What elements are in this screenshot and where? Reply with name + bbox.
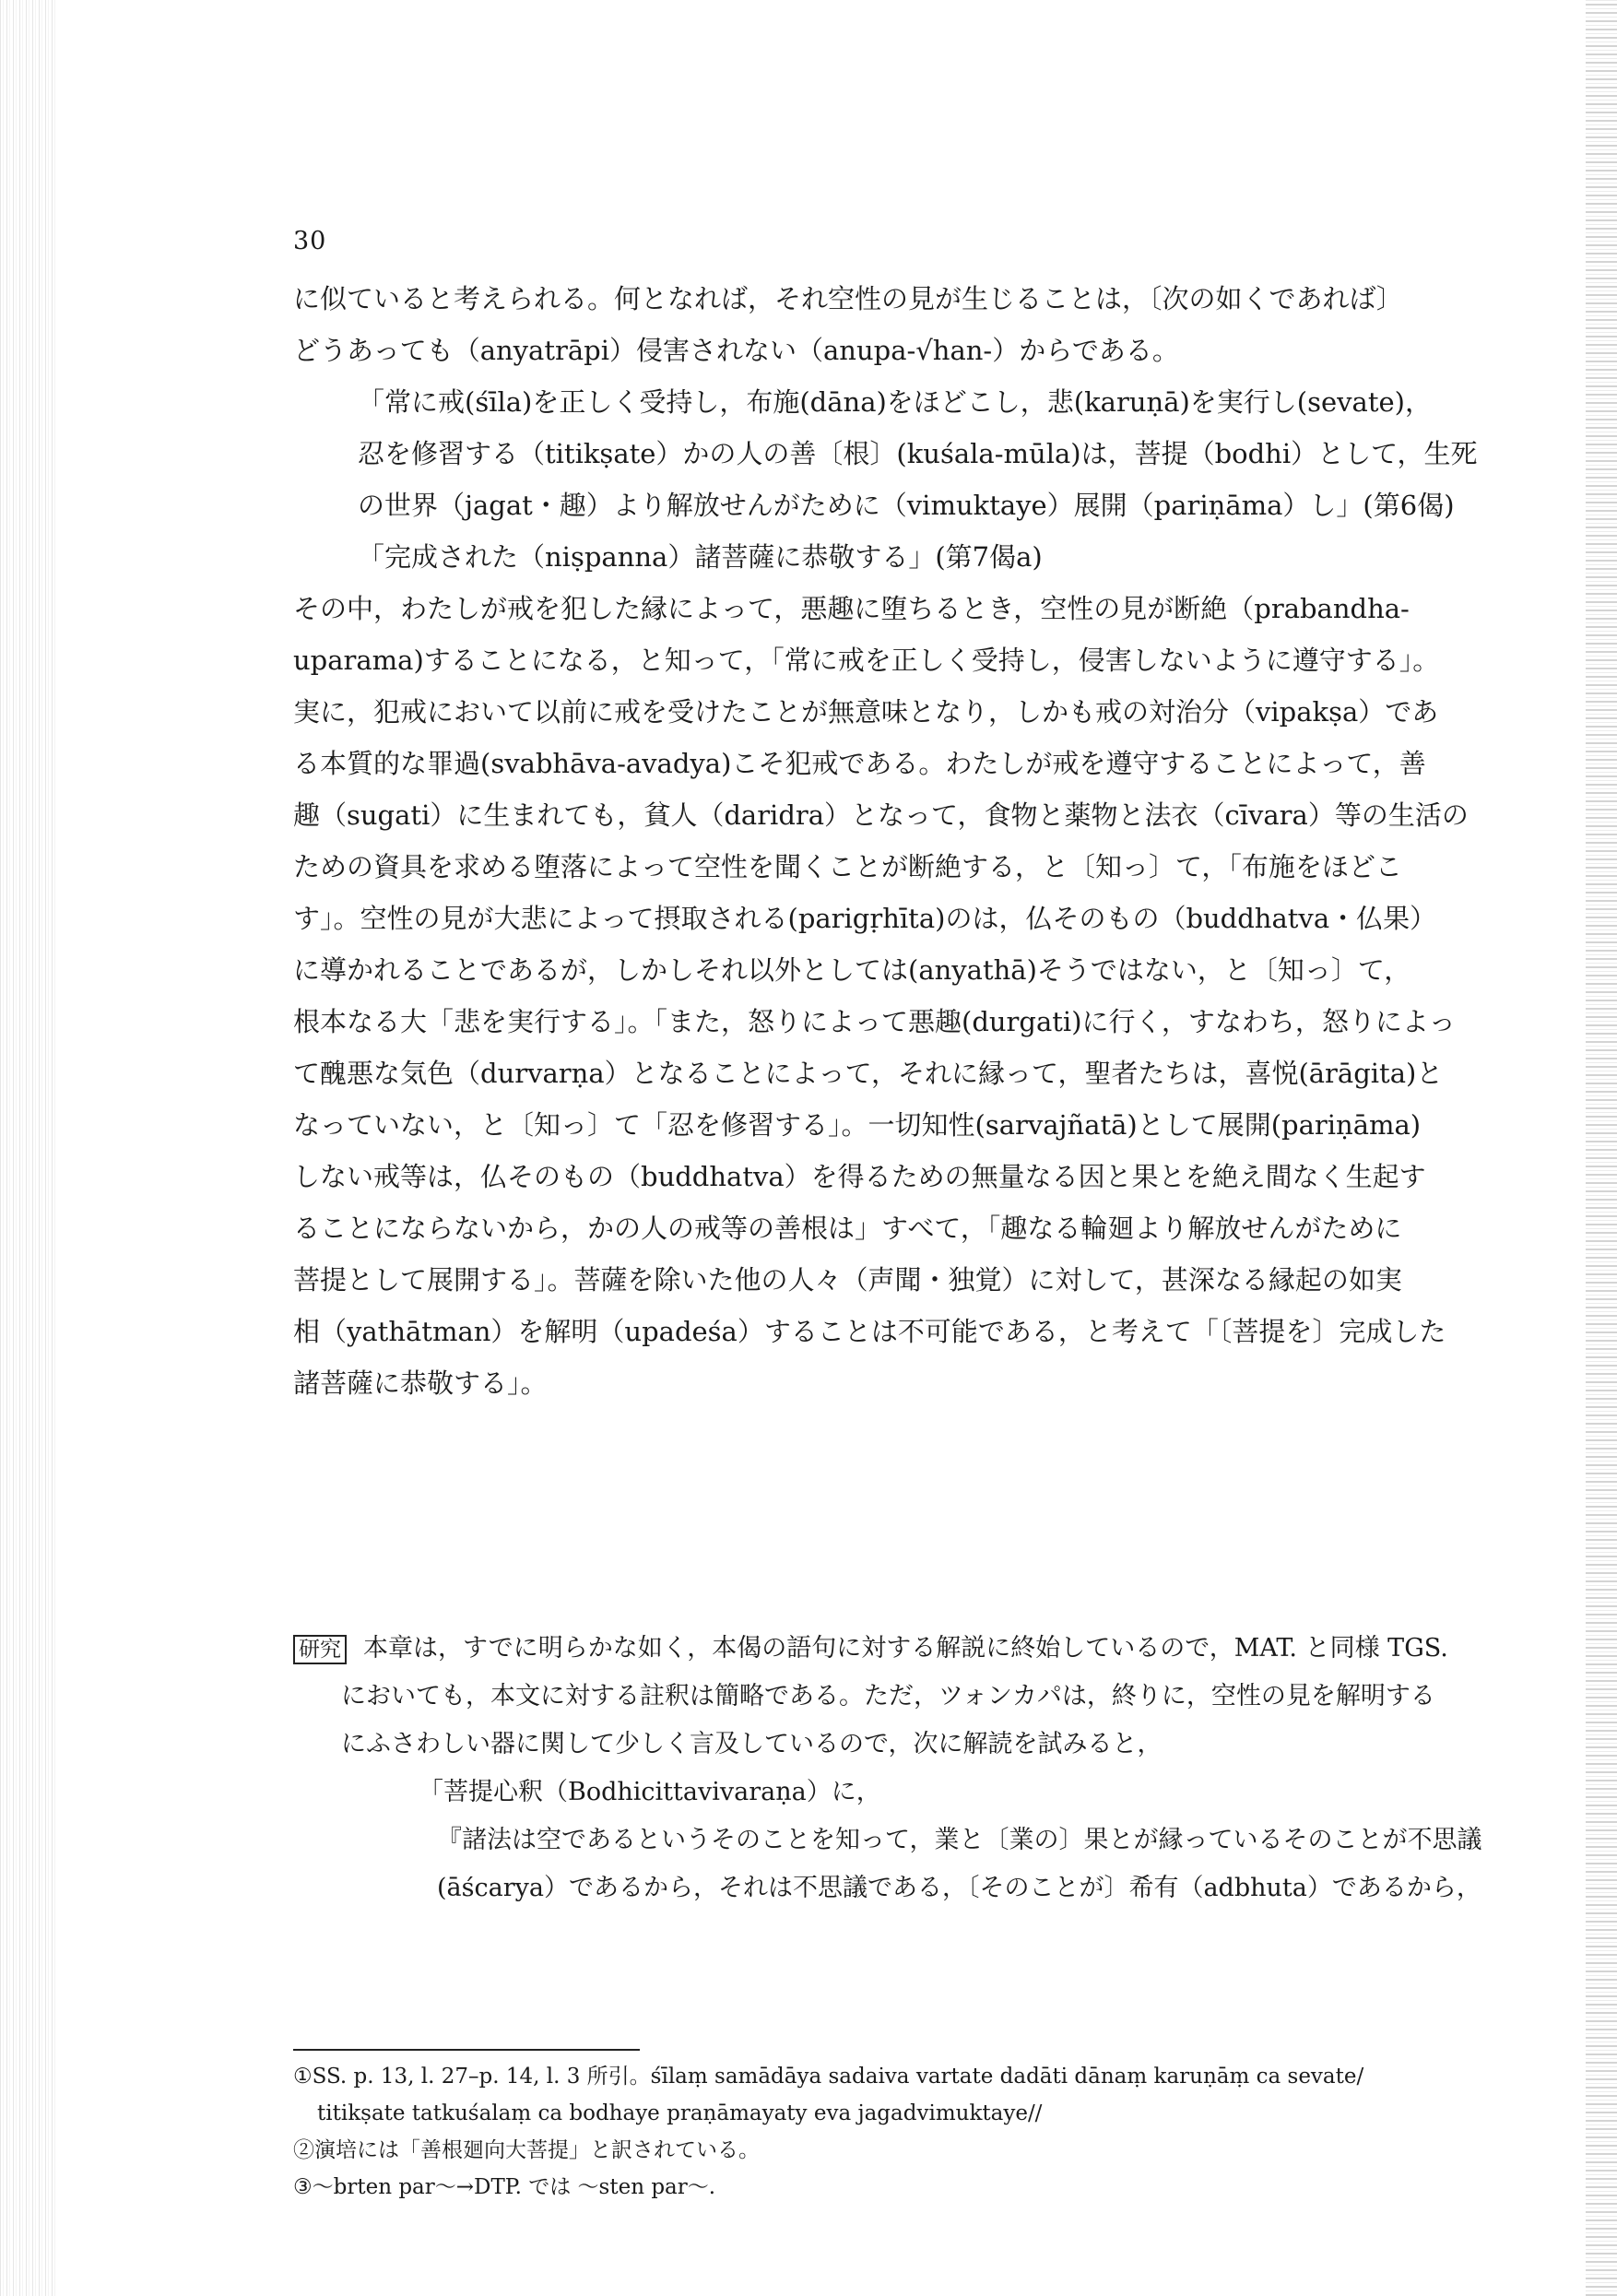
body-line: 諸菩薩に恭敬する」。 — [293, 1367, 548, 1399]
footnotes — [293, 2058, 1510, 2206]
footnote-rule — [293, 2049, 640, 2051]
verse-line: 「完成された（niṣpanna）諸菩薩に恭敬する」(第7偈a) — [358, 541, 1043, 573]
body-line: ることにならないから，かの人の戒等の善根は」すべて，「趣なる輪廻より解放せんがために — [293, 1213, 1402, 1244]
research-badge: 研究 — [293, 1635, 347, 1664]
body-line: uparama)することになる，と知って，「常に戒を正しく受持し，侵害しないように遵守する」。 — [293, 645, 1440, 676]
main-text — [293, 273, 1510, 1409]
body-line: 趣（sugati）に生まれても，貧人（daridra）となって，食物と薬物と法衣（cīvara）等の生活の — [293, 799, 1469, 831]
body-line: る本質的な罪過(svabhāva-avadya)こそ犯戒である。わたしが戒を遵守することによって，善 — [293, 748, 1426, 779]
scan-edge-right — [1586, 0, 1617, 2296]
body-line: 相（yathātman）を解明（upadeśa）することは不可能である，と考えて「〔菩提を〕完成した — [293, 1316, 1446, 1347]
verse-line: の世界（jagat・趣）より解放せんがために（vimuktaye）展開（pariṇāma）し」(第6偈) — [358, 490, 1455, 521]
verse-line: 「常に戒(śīla)を正しく受持し，布施(dāna)をほどこし，悲(karuṇā)を実行し(sevate)， — [358, 386, 1432, 418]
body-line: ための資具を求める堕落によって空性を聞くことが断絶する，と〔知っ〕て，「布施をほどこ — [293, 851, 1402, 882]
body-line: て醜悪な気色（durvarṇa）となることによって，それに縁って，聖者たちは，喜悦(ārāgita)と — [293, 1058, 1444, 1089]
body-line: なっていない，と〔知っ〕て「忍を修習する」。一切知性(sarvajñatā)として展開(pariṇāma) — [293, 1109, 1422, 1141]
research-note — [293, 1625, 1510, 1912]
note-quote-line: (āścarya）であるから，それは不思議である，〔そのことが〕希有（adbhuta）であるから， — [437, 1874, 1481, 1902]
body-line: 実に，犯戒において以前に戒を受けたことが無意味となり，しかも戒の対治分（vipakṣa）であ — [293, 696, 1439, 728]
body-line: どうあっても（anyatrāpi）侵害されない（anupa-√han-）からである。 — [293, 335, 1179, 366]
page-number: 30 — [293, 227, 327, 255]
body-line: に導かれることであるが，しかしそれ以外としては(anyathā)そうではない，と〔知っ〕て， — [293, 954, 1411, 986]
note-quote-line: 『諸法は空であるというそのことを知って，業と〔業の〕果とが縁っているそのことが不思議 — [437, 1826, 1482, 1854]
body-line: 菩提として展開する」。菩薩を除いた他の人々（声聞・独覚）に対して，甚深なる縁起の如実 — [293, 1264, 1402, 1296]
body-line: その中，わたしが戒を犯した縁によって，悪趣に堕ちるとき，空性の見が断絶（prabandha- — [293, 593, 1410, 624]
footnote-2: ②演培には「善根廻向大菩提」と訳されている。 — [293, 2138, 760, 2162]
footnote-3: ③～brten par～→DTP. では ～sten par～. — [293, 2175, 716, 2199]
note-quote-line: 「菩提心釈（Bodhicittavivaraṇa）に， — [419, 1778, 881, 1806]
scan-edge-left — [0, 0, 55, 2296]
note-line: においても，本文に対する註釈は簡略である。ただ，ツォンカパは，終りに，空性の見を解明する — [341, 1682, 1435, 1710]
body-line: しない戒等は，仏そのもの（buddhatva）を得るための無量なる因と果とを絶え間なく生起す — [293, 1161, 1426, 1192]
verse-line: 忍を修習する（titikṣate）かの人の善〔根〕(kuśala-mūla)は，菩提（bodhi）として，生死 — [358, 438, 1478, 469]
footnote-1-continued: titikṣate tatkuśalaṃ ca bodhaye praṇāmayaty eva jagadvimuktaye// — [317, 2101, 1043, 2125]
body-line: す」。空性の見が大悲によって摂取される(parigṛhīta)のは，仏そのもの（buddhatva・仏果） — [293, 903, 1437, 934]
body-line: 根本なる大「悲を実行する」。「また，怒りによって悪趣(durgati)に行く，すなわち，怒りによっ — [293, 1006, 1456, 1037]
footnote-1: ①SS. p. 13, l. 27–p. 14, l. 3 所引。śīlaṃ samādāya sadaiva vartate dadāti dānaṃ karuṇāṃ ca sevate/ — [293, 2065, 1364, 2089]
body-line: に似ていると考えられる。何となれば，それ空性の見が生じることは，〔次の如くであれば〕 — [293, 283, 1403, 314]
note-line: にふさわしい器に関して少しく言及しているので，次に解読を試みると， — [341, 1730, 1163, 1758]
note-line: 本章は，すでに明らかな如く，本偈の語句に対する解説に終始しているので，MAT. と同様 TGS. — [363, 1634, 1448, 1663]
